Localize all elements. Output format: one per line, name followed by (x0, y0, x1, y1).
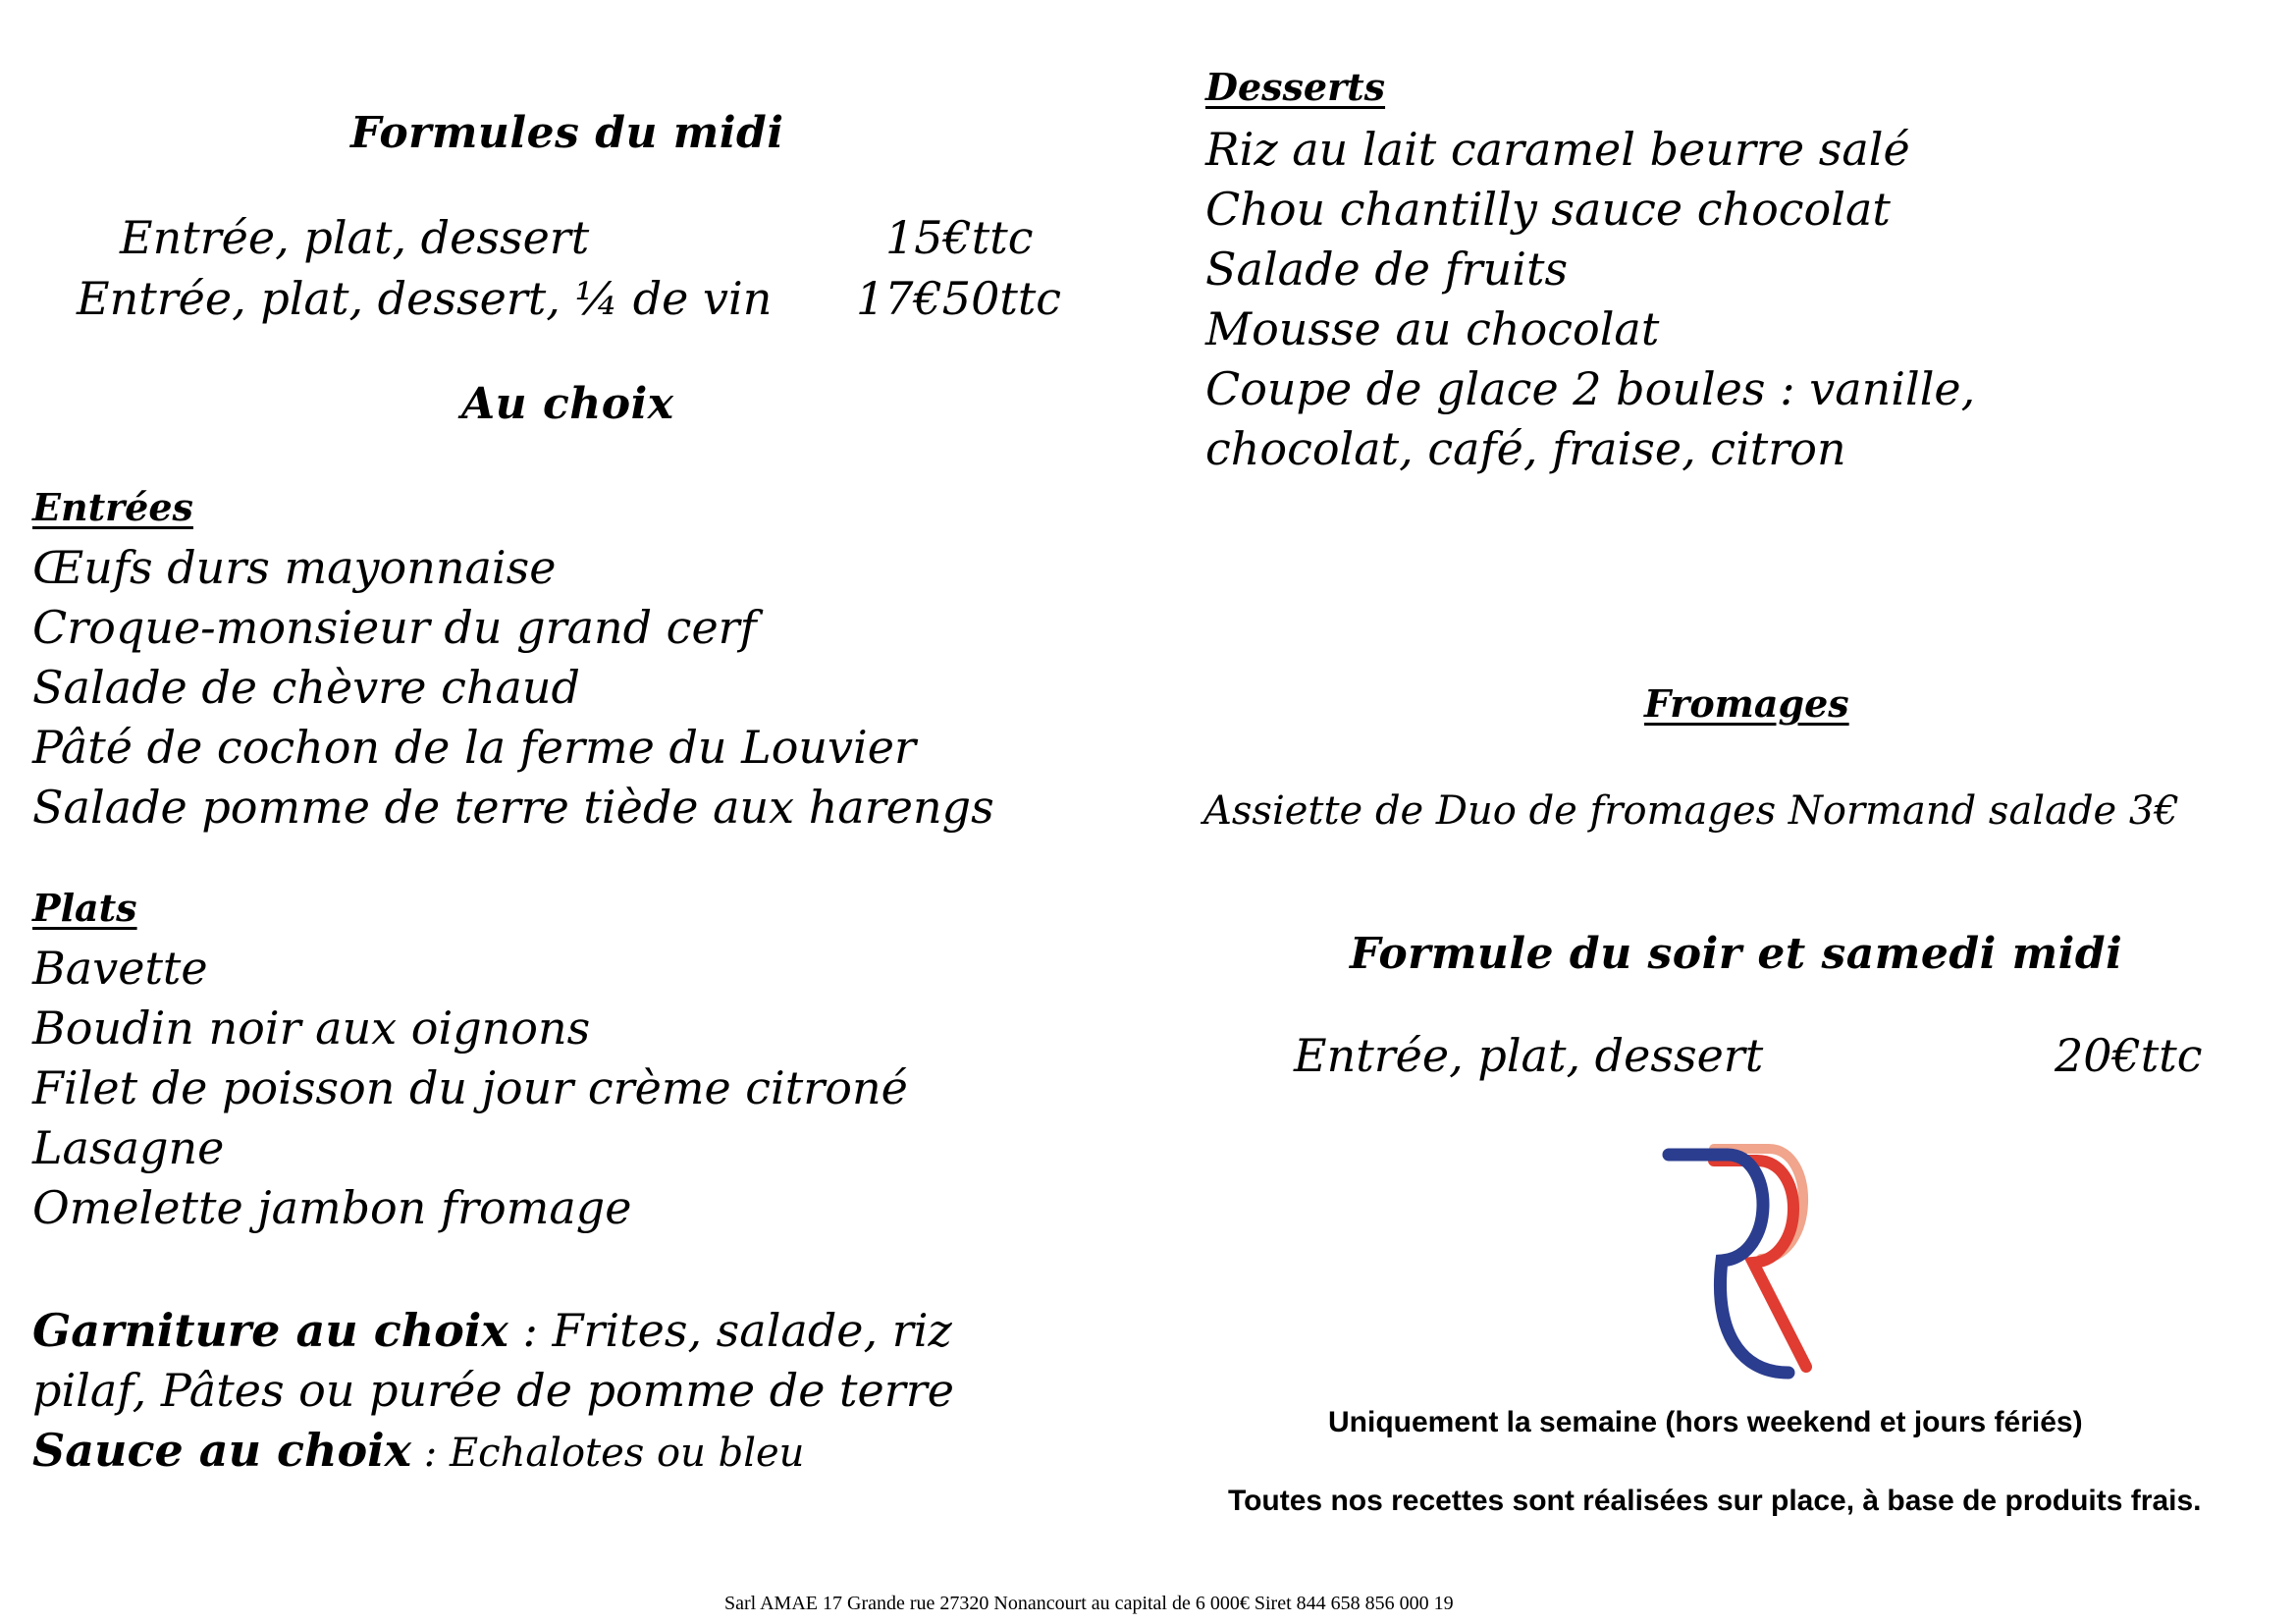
fromages-item: Assiette de Duo de fromages Normand salade 3€ (1203, 788, 2179, 834)
sauce-label: Sauce au choix (32, 1424, 412, 1477)
list-item: Salade pomme de terre tiède aux harengs (32, 781, 994, 834)
evening-title: Formule du soir et samedi midi (1350, 929, 2123, 979)
list-item: Boudin noir aux oignons (32, 1001, 591, 1055)
entrees-list (32, 538, 994, 838)
garniture-line-2: pilaf, Pâtes ou purée de pomme de terre (32, 1364, 954, 1417)
list-item: Coupe de glace 2 boules : vanille, (1205, 362, 1976, 415)
footer-legal: Sarl AMAE 17 Grande rue 27320 Nonancourt au capital de 6 000€ Siret 844 658 856 000 19 (724, 1593, 1454, 1614)
list-item: Œufs durs mayonnaise (32, 541, 557, 594)
restaurant-logo (1659, 1141, 1826, 1386)
plats-list (32, 939, 908, 1238)
fresh-note: Toutes nos recettes sont réalisées sur place, à base de produits frais. (1228, 1485, 2202, 1517)
list-item: Pâté de cochon de la ferme du Louvier (32, 721, 916, 774)
list-item: Bavette (32, 942, 208, 995)
lunch-row-1-price: 15€ttc (885, 211, 1034, 264)
list-item: Riz au lait caramel beurre salé (1205, 123, 1910, 176)
sauce-line (32, 1421, 804, 1484)
list-item: chocolat, café, fraise, citron (1205, 422, 1846, 475)
desserts-title: Desserts (1205, 65, 1386, 109)
desserts-list (1205, 120, 1975, 479)
lunch-row-2-price: 17€50ttc (856, 272, 1062, 325)
weekdays-note: Uniquement la semaine (hors weekend et jours fériés) (1328, 1406, 2083, 1438)
list-item: Chou chantilly sauce chocolat (1205, 183, 1891, 236)
logo-r-icon (1659, 1141, 1826, 1386)
evening-row-price: 20€ttc (2055, 1029, 2203, 1082)
list-item: Mousse au chocolat (1205, 302, 1660, 355)
garniture-options: : Frites, salade, riz (507, 1304, 952, 1357)
evening-row-label: Entrée, plat, dessert (1294, 1029, 1764, 1082)
list-item: Salade de chèvre chaud (32, 661, 580, 714)
lunch-row-2-label: Entrée, plat, dessert, ¼ de vin (77, 272, 773, 325)
sauce-options: : Echalotes ou bleu (411, 1431, 805, 1476)
plats-title: Plats (32, 886, 137, 930)
lunch-row-1-label: Entrée, plat, dessert (120, 211, 590, 264)
list-item: Croque-monsieur du grand cerf (32, 601, 757, 654)
list-item: Salade de fruits (1205, 243, 1569, 296)
garniture-label: Garniture au choix (32, 1304, 508, 1357)
list-item: Filet de poisson du jour crème citroné (32, 1061, 908, 1114)
list-item: Omelette jambon fromage (32, 1181, 632, 1234)
choice-title: Au choix (461, 379, 674, 429)
list-item: Lasagne (32, 1121, 225, 1174)
entrees-title: Entrées (32, 485, 193, 529)
fromages-title: Fromages (1644, 681, 1849, 726)
lunch-title: Formules du midi (350, 108, 784, 158)
garniture-line-1 (32, 1301, 952, 1361)
